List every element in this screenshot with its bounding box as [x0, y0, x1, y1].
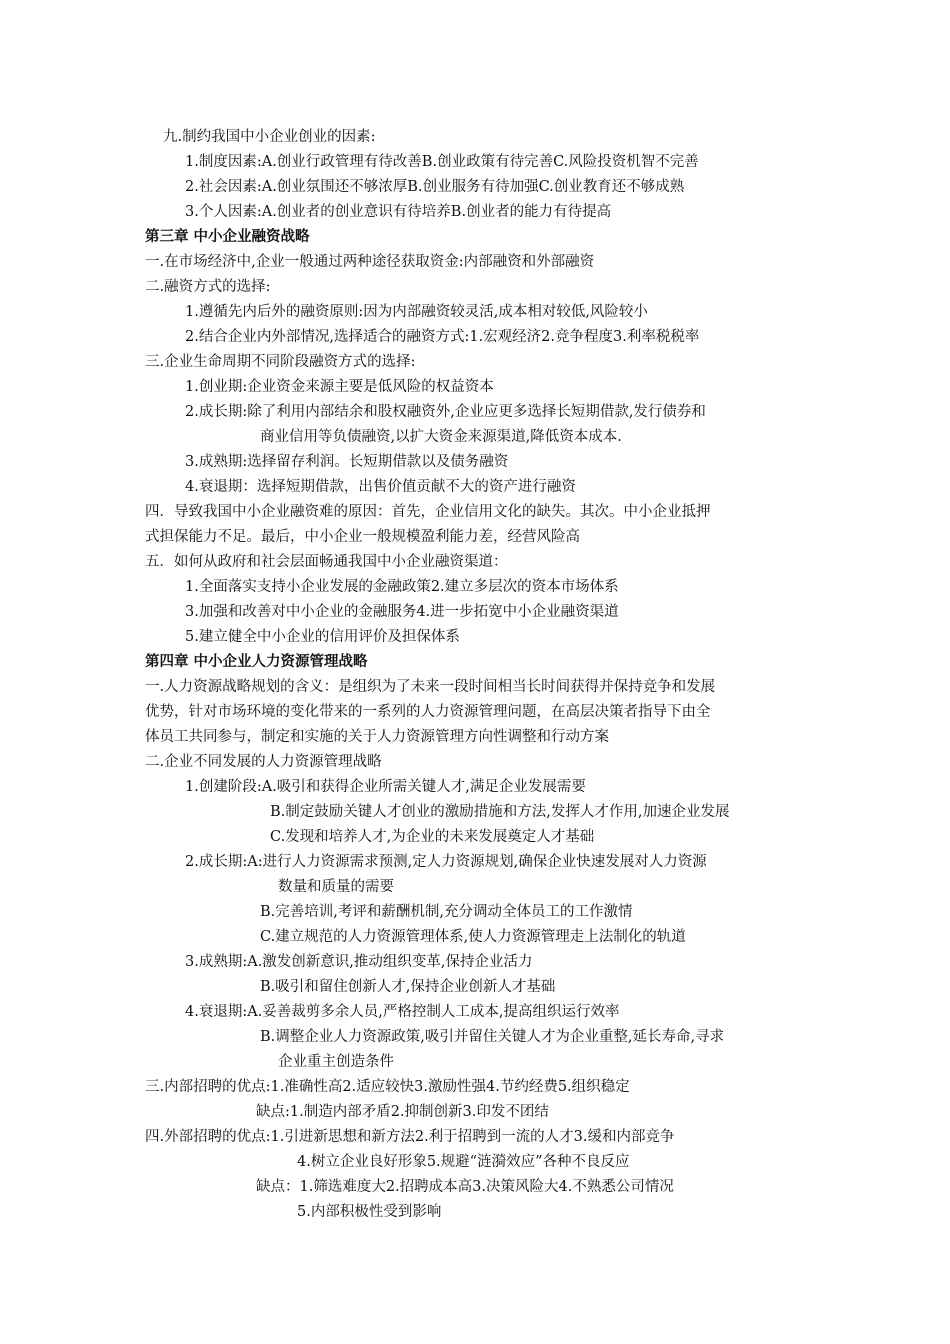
list-item: 1.全面落实支持小企业发展的金融政策2.建立多层次的资本市场体系 — [185, 579, 619, 595]
sub-item-continuation: 数量和质量的需要 — [278, 879, 394, 895]
list-item: 1.遵循先内后外的融资原则:因为内部融资较灵活,成本相对较低,风险较小 — [185, 304, 648, 320]
sub-item: 缺点:1.制造内部矛盾2.抑制创新3.印发不团结 — [256, 1104, 549, 1120]
list-item: 5.建立健全中小企业的信用评价及担保体系 — [185, 629, 460, 645]
chapter-title: 第四章 中小企业人力资源管理战略 — [145, 653, 368, 670]
sub-item: B.制定鼓励关键人才创业的激励措施和方法,发挥人才作用,加速企业发展 — [270, 804, 730, 820]
list-item: 4.衰退期：选择短期借款，出售价值贡献不大的资产进行融资 — [185, 479, 576, 495]
section-heading: 二.融资方式的选择: — [145, 279, 271, 295]
list-item: 1.制度因素:A.创业行政管理有待改善B.创业政策有待完善C.风险投资机智不完善 — [185, 154, 699, 170]
list-item: 1.创业期:企业资金来源主要是低风险的权益资本 — [185, 379, 494, 395]
list-item: 2.成长期:A:进行人力资源需求预测,定人力资源规划,确保企业快速发展对人力资源 — [185, 854, 707, 870]
list-item: 3.个人因素:A.创业者的创业意识有待培养B.创业者的能力有待提高 — [185, 204, 612, 220]
section-heading: 四．导致我国中小企业融资难的原因：首先，企业信用文化的缺失。其次。中小企业抵押 — [145, 504, 711, 520]
section-heading: 一.人力资源战略规划的含义：是组织为了未来一段时间相当长时间获得并保持竞争和发展 — [145, 679, 716, 695]
list-item: 2.结合企业内外部情况,选择适合的融资方式:1.宏观经济2.竞争程度3.利率税税率 — [185, 329, 700, 345]
sub-item: B.调整企业人力资源政策,吸引并留住关键人才为企业重整,延长寿命,寻求 — [260, 1029, 725, 1045]
sub-item: C.建立规范的人力资源管理体系,使人力资源管理走上法制化的轨道 — [260, 929, 686, 945]
sub-item: C.发现和培养人才,为企业的未来发展奠定人才基础 — [270, 829, 595, 845]
paragraph-continuation: 优势，针对市场环境的变化带来的一系列的人力资源管理问题，在高层决策者指导下由全 — [145, 704, 711, 720]
list-item: 2.成长期:除了利用内部结余和股权融资外,企业应更多选择长短期借款,发行债券和 — [185, 404, 706, 420]
list-item-continuation: 商业信用等负债融资,以扩大资金来源渠道,降低资本成本. — [260, 429, 622, 445]
paragraph-continuation: 式担保能力不足。最后，中小企业一般规模盈利能力差，经营风险高 — [145, 529, 580, 545]
list-item: 3.加强和改善对中小企业的金融服务4.进一步拓宽中小企业融资渠道 — [185, 604, 619, 620]
section-heading: 九.制约我国中小企业创业的因素: — [163, 129, 376, 145]
list-item: 3.成熟期:A.激发创新意识,推动组织变革,保持企业活力 — [185, 954, 533, 970]
section-heading: 二.企业不同发展的人力资源管理战略 — [145, 754, 382, 770]
list-item: 1.创建阶段:A.吸引和获得企业所需关键人才,满足企业发展需要 — [185, 779, 586, 795]
paragraph-continuation: 体员工共同参与，制定和实施的关于人力资源管理方向性调整和行动方案 — [145, 729, 609, 745]
section-heading: 五．如何从政府和社会层面畅通我国中小企业融资渠道： — [145, 554, 508, 570]
sub-item-continuation: 4.树立企业良好形象5.规避“涟漪效应”各种不良反应 — [297, 1154, 630, 1170]
sub-item: B.完善培训,考评和薪酬机制,充分调动全体员工的工作激情 — [260, 904, 633, 920]
chapter-title: 第三章 中小企业融资战略 — [145, 228, 310, 245]
list-item: 4.衰退期:A.妥善裁剪多余人员,严格控制人工成本,提高组织运行效率 — [185, 1004, 620, 1020]
section-heading: 三.内部招聘的优点:1.准确性高2.适应较快3.激励性强4.节约经费5.组织稳定 — [145, 1079, 630, 1095]
sub-item: B.吸引和留住创新人才,保持企业创新人才基础 — [260, 979, 556, 995]
sub-item: 缺点：1.筛选难度大2.招聘成本高3.决策风险大4.不熟悉公司情况 — [256, 1179, 674, 1195]
sub-item-continuation: 企业重主创造条件 — [278, 1054, 394, 1070]
section-heading: 四.外部招聘的优点:1.引进新思想和新方法2.利于招聘到一流的人才3.缓和内部竞争 — [145, 1129, 675, 1145]
list-item: 3.成熟期:选择留存利润。长短期借款以及债务融资 — [185, 454, 509, 470]
section-heading: 三.企业生命周期不同阶段融资方式的选择: — [145, 354, 416, 370]
section-heading: 一.在市场经济中,企业一般通过两种途径获取资金:内部融资和外部融资 — [145, 254, 595, 270]
list-item: 2.社会因素:A.创业氛围还不够浓厚B.创业服务有待加强C.创业教育还不够成熟 — [185, 179, 685, 195]
sub-item-continuation: 5.内部积极性受到影响 — [297, 1204, 442, 1220]
